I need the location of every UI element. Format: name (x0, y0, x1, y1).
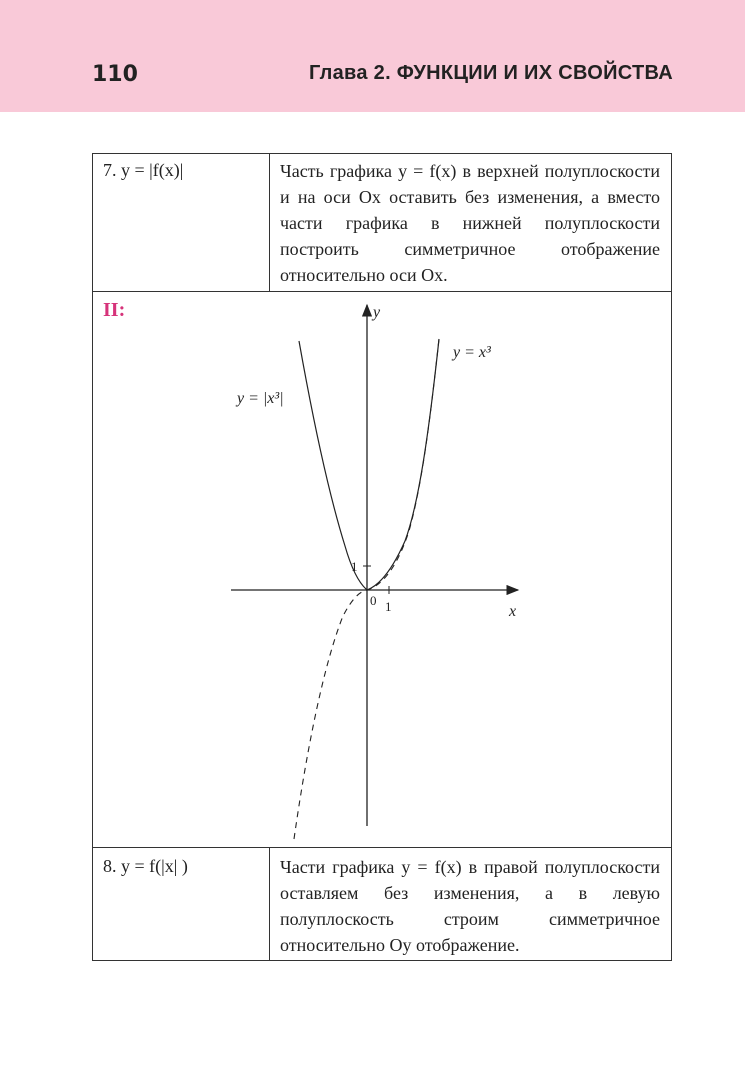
x-tick-label: 1 (385, 599, 392, 614)
page-number: 110 (92, 62, 138, 87)
row-divider (93, 847, 671, 848)
row8-formula: 8. y = f(|x| ) (103, 856, 188, 876)
illustration-label: II: (103, 299, 126, 321)
column-divider (269, 847, 270, 960)
column-divider (269, 154, 270, 291)
abs-cubic-label: y = |x³| (237, 390, 284, 407)
y-tick-label: 1 (351, 559, 358, 574)
y-axis-label: y (373, 304, 381, 321)
x-axis-label: x (509, 603, 517, 620)
row7-formula: 7. y = |f(x)| (103, 160, 184, 180)
row8-description: Части графика y = f(x) в правой полуплоскости оставляем без изменения, а в левую полуплоскость строим симметричное относительно Oy отображение. (280, 857, 660, 955)
cubic-label: y = x³ (453, 344, 491, 361)
origin-label: 0 (370, 593, 377, 608)
chapter-title: Глава 2. ФУНКЦИИ И ИХ СВОЙСТВА (308, 62, 673, 84)
row7-description: Часть графика y = f(x) в верхней полуплоскости и на оси Ox оставить без изменения, а вместо части графика в нижней полуплоскости построить симметричное отображение относительно оси Ox. (280, 161, 660, 285)
page-header (0, 0, 745, 112)
function-graph (93, 291, 671, 847)
abs-cubic-curve (299, 339, 439, 590)
properties-table (92, 153, 672, 961)
